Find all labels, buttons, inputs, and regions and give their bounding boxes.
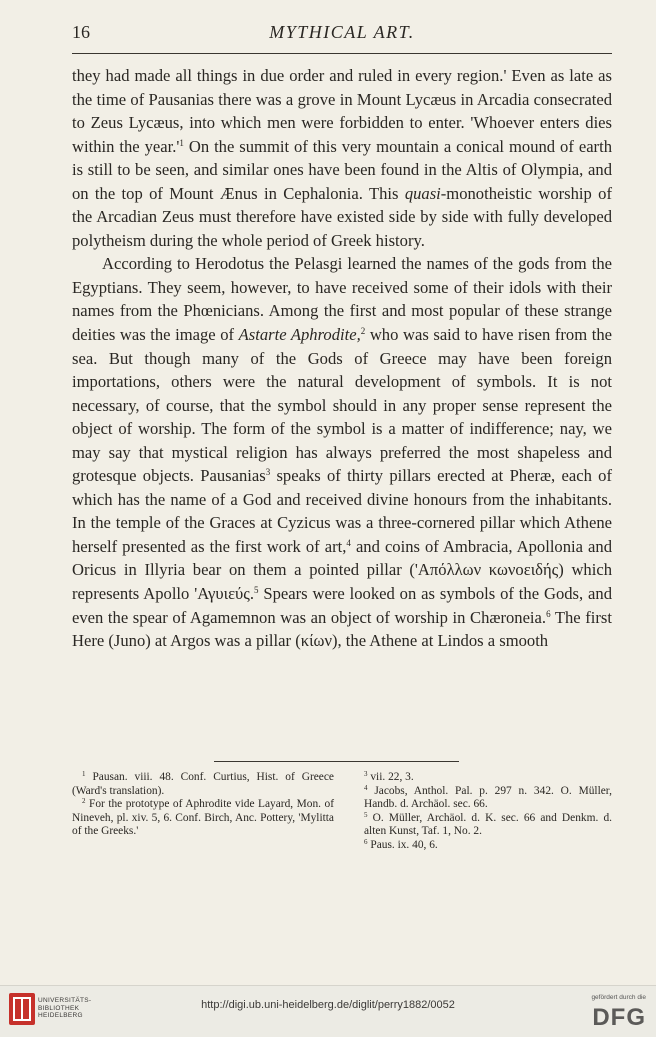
footnote-ref-3[interactable]: 3	[265, 467, 271, 478]
footnote-ref-5[interactable]: 5	[253, 585, 259, 596]
running-title: MYTHICAL ART.	[269, 22, 415, 42]
source-url-link[interactable]: http://digi.ub.uni-heidelberg.de/diglit/perry1882/0052	[201, 999, 455, 1011]
page-number: 16	[72, 22, 90, 42]
footnote-6: $^6$ Paus. ix. 40, 6.	[364, 837, 438, 851]
footnote-1: $^1$ Pausan. viii. 48. Conf. Curtius, Hist. of Greece (Ward's translation).	[72, 770, 334, 797]
italic-astarte: Astarte Aphrodite,	[238, 325, 361, 345]
dfg-logo: DFG	[592, 1004, 646, 1031]
footnote-4: $^4$ Jacobs, Anthol. Pal. p. 297 n. 342. O. Müller, Handb. d. Archäol. sec. 66.	[364, 783, 612, 811]
footnotes	[72, 771, 612, 853]
library-name: UNIVERSITÄTS- BIBLIOTHEK HEIDELBERG	[38, 997, 92, 1020]
paragraph-2: According to Herodotus the Pelasgi learned the names of the gods from the Egyptians. They seem, however, to have received some of their idols with their names from the Phœnicians. Among the first and most popular of these strange deities was the image of Astarte Aphrodite,$^2$ who was said to have risen from the sea. But though many of the Gods of Greece may have been foreign importations, others were the natural development of symbols. It is not necessary, of course, that the symbol should in any proper sense represent the object of worship. The form of the symbol is a matter of indifference; nay, we may say that mystical religion has always preferred the most shapeless and grotesque objects. Pausanias$^3$ speaks of thirty pillars erected at Pheræ, each of which has the name of a God and received divine honours from the inhabitants. In the temple of the Graces at Cyzicus was a three-cornered pillar which Athene herself presented as the first work of art,$^4$ and coins of Ambracia, Apollonia and Oricus in Illyria bear on them a pointed pillar ('Απόλλων κωνοειδής) which represents Apollo 'Αγυιεύς.$^5$ Spears were looked on as symbols of the Gods, and even the spear of Agamemnon was an object of worship in Chæroneia.$^6$ The first Here (Juno) at Argos was a pillar (κίων), the Athene at Lindos a smooth	[72, 254, 613, 651]
footnote-3: $^3$ vii. 22, 3.	[364, 770, 414, 783]
main-text	[72, 64, 612, 653]
footnote-2: $^2$ For the prototype of Aphrodite vide Layard, Mon. of Nineveh, pl. xiv. 5, 6. Conf. Birch, Anc. Pottery, 'Mylitta of the Greeks.'	[72, 797, 334, 838]
sponsor-note: gefördert durch die	[591, 994, 646, 1001]
footnote-5: $^5$ O. Müller, Archäol. d. K. sec. 66 and Denkm. d. alten Kunst, Taf. 1, No. 2.	[364, 810, 612, 838]
footnote-column-left	[72, 771, 334, 853]
page-header	[72, 22, 612, 48]
paragraph-1: they had made all things in due order and ruled in every region.' Even as late as the time of Pausanias there was a grove in Mount Lycæus in Arcadia consecrated to Zeus Lycæus, into which men were forbidden to enter. 'Whoever enters dies within the $year.'^1$ On the summit of this very mountain a conical mound of earth is still to be seen, and similar ones have been found in the Altis of Olympia, and on the top of Mount Ænus in Cephalonia. This quasi-monotheistic worship of the Arcadian Zeus must therefore have existed side by side with fully developed polytheism during the whole period of Greek history.	[72, 66, 612, 250]
footnote-rule	[214, 761, 459, 762]
italic-quasi: quasi	[404, 183, 441, 203]
footnote-ref-1[interactable]: 1	[179, 137, 184, 148]
header-rule	[72, 53, 612, 54]
footnote-ref-4[interactable]: 4	[346, 537, 351, 548]
footnote-ref-6[interactable]: 6	[546, 608, 551, 619]
footnote-column-right	[350, 771, 612, 853]
footnote-ref-2[interactable]: 2	[360, 326, 366, 337]
viewer-footer	[0, 985, 656, 1037]
